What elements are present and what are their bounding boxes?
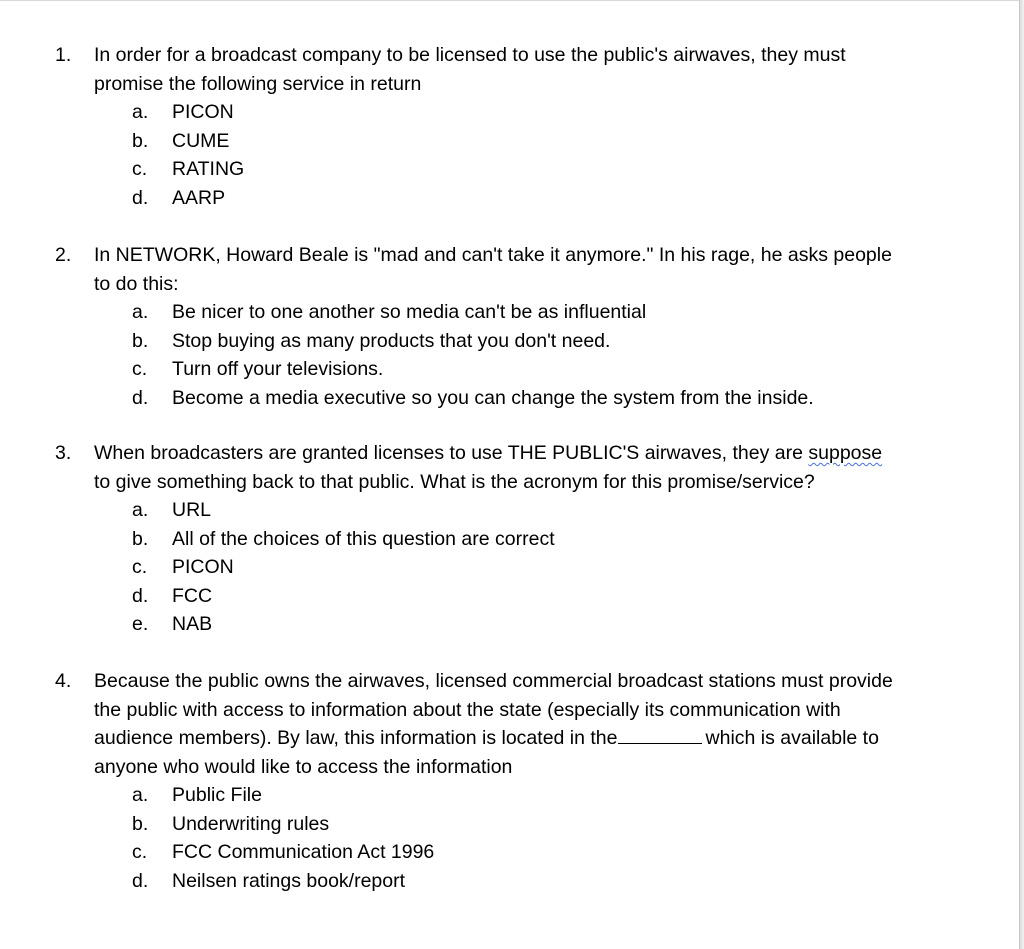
choice-text: Turn off your televisions. — [172, 358, 384, 380]
question-text-line — [94, 724, 984, 753]
choice-item — [0, 355, 1000, 384]
choice-item — [0, 525, 1000, 554]
choice-letter: a. — [132, 101, 149, 123]
choice-letter: d. — [132, 186, 149, 209]
choice-letter: c. — [132, 358, 148, 380]
question-number: 4. — [55, 670, 72, 692]
choice-item — [0, 867, 1000, 896]
question-text-segment: which is available to — [705, 727, 879, 749]
choice-text: URL — [172, 499, 212, 521]
question-text-line: the public with access to information about the state (especially its communication with — [94, 698, 841, 721]
choice-letter: a. — [132, 784, 149, 806]
choice-letter: a. — [132, 301, 149, 323]
choice-text: Stop buying as many products that you don't need. — [172, 329, 611, 352]
fill-in-blank — [618, 725, 702, 744]
choice-text: Neilsen ratings book/report — [172, 869, 406, 892]
choice-letter: b. — [132, 812, 149, 835]
question-text-line: promise the following service in return — [94, 72, 422, 95]
page-edge-shadow — [1020, 0, 1024, 949]
question-text-line: anyone who would like to access the information — [94, 755, 513, 778]
choice-letter: d. — [132, 386, 149, 409]
choice-letter: d. — [132, 869, 149, 892]
choice-text: FCC Communication Act 1996 — [172, 841, 435, 863]
choice-letter: b. — [132, 527, 149, 550]
choice-item — [0, 553, 1000, 582]
question-text — [94, 667, 984, 781]
question-text-line: to do this: — [94, 272, 179, 295]
choice-text: Be nicer to one another so media can't be as influential — [172, 301, 647, 323]
question-text-line — [94, 439, 984, 468]
choice-item — [0, 610, 1000, 639]
choice-letter: e. — [132, 613, 149, 635]
spellcheck-flagged-word[interactable]: suppose — [808, 442, 883, 464]
choice-item — [0, 384, 1000, 413]
choice-item — [0, 496, 1000, 525]
choice-text: PICON — [172, 101, 234, 123]
choice-letter: b. — [132, 129, 149, 152]
choice-text: FCC — [172, 584, 213, 607]
question-text-line: Because the public owns the airwaves, licensed commercial broadcast stations must provide — [94, 670, 893, 692]
choice-text: PICON — [172, 556, 234, 578]
question-text — [94, 439, 984, 496]
choice-item — [0, 298, 1000, 327]
question-number: 1. — [55, 44, 72, 66]
choice-item — [0, 98, 1000, 127]
choice-item — [0, 810, 1000, 839]
choice-letter: b. — [132, 329, 149, 352]
choice-letter: c. — [132, 556, 148, 578]
question-text-line: In order for a broadcast company to be licensed to use the public's airwaves, they must — [94, 44, 846, 66]
choice-item — [0, 838, 1000, 867]
question-number: 2. — [55, 244, 72, 266]
choice-item — [0, 155, 1000, 184]
choice-letter: d. — [132, 584, 149, 607]
choice-item — [0, 184, 1000, 213]
choice-text: Public File — [172, 784, 262, 806]
choice-item — [0, 127, 1000, 156]
question-text — [94, 41, 984, 98]
question-text-segment: When broadcasters are granted licenses to use THE PUBLIC'S airwaves, they are — [94, 442, 809, 464]
choice-text: Underwriting rules — [172, 812, 330, 835]
question-text-segment: audience members). By law, this information is located in the — [94, 727, 618, 749]
choice-text: RATING — [172, 158, 245, 180]
question-text-line: to give something back to that public. What is the acronym for this promise/service? — [94, 470, 815, 493]
choice-text: AARP — [172, 186, 226, 209]
question-text-line: In NETWORK, Howard Beale is "mad and can't take it anymore." In his rage, he asks people — [94, 244, 892, 266]
choice-text: Become a media executive so you can change the system from the inside. — [172, 386, 814, 409]
question-number: 3. — [55, 442, 72, 464]
choice-text: NAB — [172, 613, 213, 635]
question-text — [94, 241, 984, 298]
choice-letter: c. — [132, 841, 148, 863]
choice-text: All of the choices of this question are correct — [172, 527, 555, 550]
choice-text: CUME — [172, 129, 230, 152]
choice-item — [0, 327, 1000, 356]
choice-item — [0, 582, 1000, 611]
choice-letter: c. — [132, 158, 148, 180]
choice-letter: a. — [132, 499, 149, 521]
choice-item — [0, 781, 1000, 810]
